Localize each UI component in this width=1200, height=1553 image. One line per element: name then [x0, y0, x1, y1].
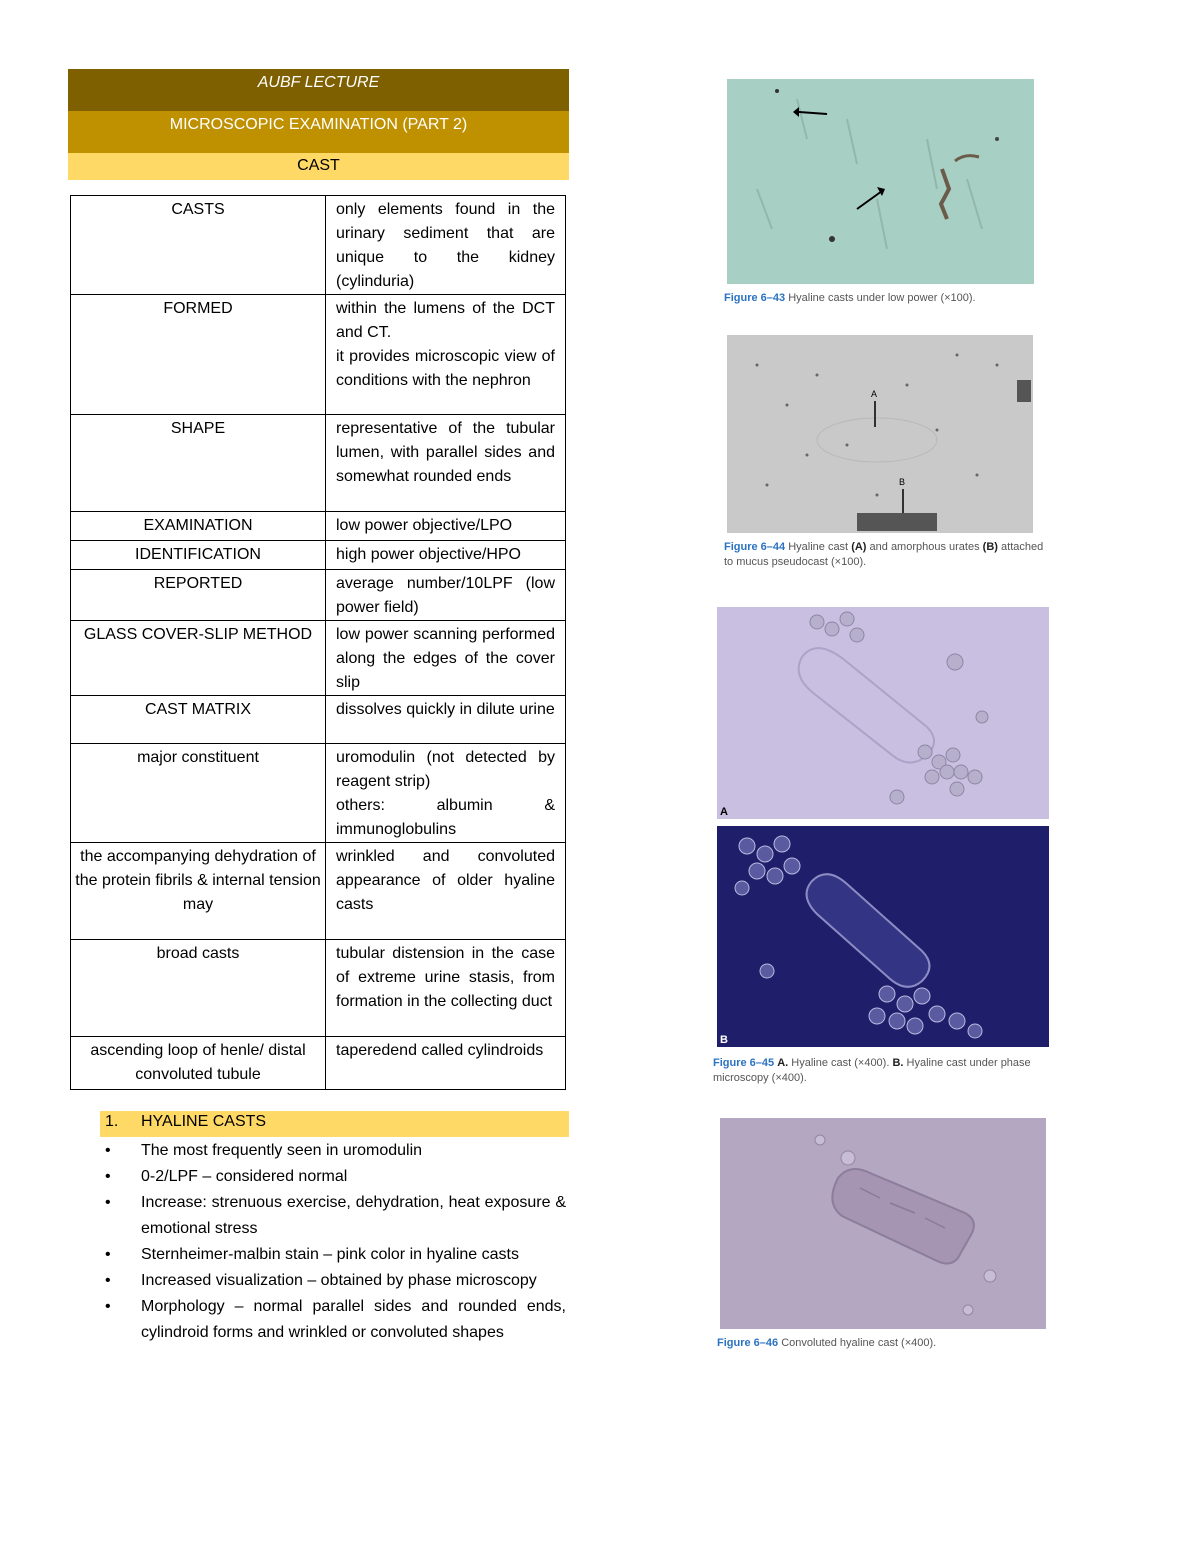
- micrograph-figure-45a: [717, 607, 1049, 819]
- panel-label-a: A: [720, 806, 728, 818]
- term-cell: ascending loop of henle/ distal convoluted tubule: [71, 1037, 326, 1090]
- table-row: [71, 541, 566, 570]
- desc-cell: wrinkled and convoluted appearance of older hyaline casts: [326, 843, 566, 940]
- table-row: [71, 570, 566, 621]
- header-subtitle: MICROSCOPIC EXAMINATION (PART 2): [68, 111, 569, 153]
- desc-cell: low power objective/LPO: [326, 512, 566, 541]
- panel-label-b: B: [720, 1034, 728, 1046]
- micrograph-figure-44: [727, 335, 1033, 533]
- bullet-list: [105, 1138, 566, 1346]
- table-row: [71, 621, 566, 696]
- section-title: HYALINE CASTS: [141, 1113, 267, 1130]
- desc-cell: only elements found in the urinary sediment that are unique to the kidney (cylinduria): [326, 196, 566, 295]
- table-row: [71, 512, 566, 541]
- table-row: [71, 744, 566, 843]
- list-item: • Increase: strenuous exercise, dehydration, heat exposure & emotional stress: [105, 1190, 566, 1242]
- list-item: • Morphology – normal parallel sides and rounded ends, cylindroid forms and wrinkled or convoluted shapes: [105, 1294, 566, 1346]
- table-row: [71, 196, 566, 295]
- desc-cell: high power objective/HPO: [326, 541, 566, 570]
- table-row: [71, 696, 566, 744]
- desc-cell: dissolves quickly in dilute urine: [326, 696, 566, 744]
- section-number: 1.: [105, 1113, 119, 1130]
- table-row: [71, 295, 566, 415]
- term-cell: CAST MATRIX: [71, 696, 326, 744]
- section-heading: [100, 1111, 569, 1137]
- figure-44-caption: Figure 6–44 Hyaline cast (A) and amorphous urates (B) attached to mucus pseudocast (×100).: [724, 541, 1044, 568]
- header-title: AUBF LECTURE: [68, 69, 569, 111]
- term-cell: IDENTIFICATION: [71, 541, 326, 570]
- marker-a: A: [871, 389, 878, 399]
- term-cell: SHAPE: [71, 415, 326, 512]
- header-topic: CAST: [68, 153, 569, 180]
- table-row: [71, 415, 566, 512]
- desc-cell: tubular distension in the case of extreme urine stasis, from formation in the collecting duct: [326, 940, 566, 1037]
- table-row: [71, 843, 566, 940]
- micrograph-figure-45b: [717, 826, 1049, 1047]
- desc-cell: representative of the tubular lumen, with parallel sides and somewhat rounded ends: [326, 415, 566, 512]
- table-row: [71, 940, 566, 1037]
- figure-46-caption: Figure 6–46 Convoluted hyaline cast (×400).: [717, 1337, 937, 1349]
- term-cell: broad casts: [71, 940, 326, 1037]
- term-cell: REPORTED: [71, 570, 326, 621]
- desc-cell: taperedend called cylindroids: [326, 1037, 566, 1090]
- cast-table: [70, 195, 566, 1090]
- desc-cell: within the lumens of the DCT and CT. it provides microscopic view of conditions with the nephron: [326, 295, 566, 415]
- figure-45-caption: Figure 6–45 A. Hyaline cast (×400). B. Hyaline cast under phase microscopy (×400).: [713, 1057, 1031, 1084]
- micrograph-figure-43: [727, 79, 1034, 284]
- term-cell: the accompanying dehydration of the protein fibrils & internal tension may: [71, 843, 326, 940]
- micrograph-figure-46: [720, 1118, 1046, 1329]
- list-item: • 0-2/LPF – considered normal: [105, 1164, 566, 1190]
- table-row: [71, 1037, 566, 1090]
- term-cell: FORMED: [71, 295, 326, 415]
- marker-b: B: [899, 477, 906, 487]
- desc-cell: uromodulin (not detected by reagent strip) others: albumin & immunoglobulins: [326, 744, 566, 843]
- list-item: • Sternheimer-malbin stain – pink color in hyaline casts: [105, 1242, 566, 1268]
- list-item: • The most frequently seen in uromodulin: [105, 1138, 566, 1164]
- term-cell: EXAMINATION: [71, 512, 326, 541]
- term-cell: GLASS COVER-SLIP METHOD: [71, 621, 326, 696]
- list-item: • Increased visualization – obtained by phase microscopy: [105, 1268, 566, 1294]
- term-cell: CASTS: [71, 196, 326, 295]
- figure-43-caption: Figure 6–43 Hyaline casts under low power (×100).: [724, 292, 976, 304]
- desc-cell: average number/10LPF (low power field): [326, 570, 566, 621]
- desc-cell: low power scanning performed along the edges of the cover slip: [326, 621, 566, 696]
- term-cell: major constituent: [71, 744, 326, 843]
